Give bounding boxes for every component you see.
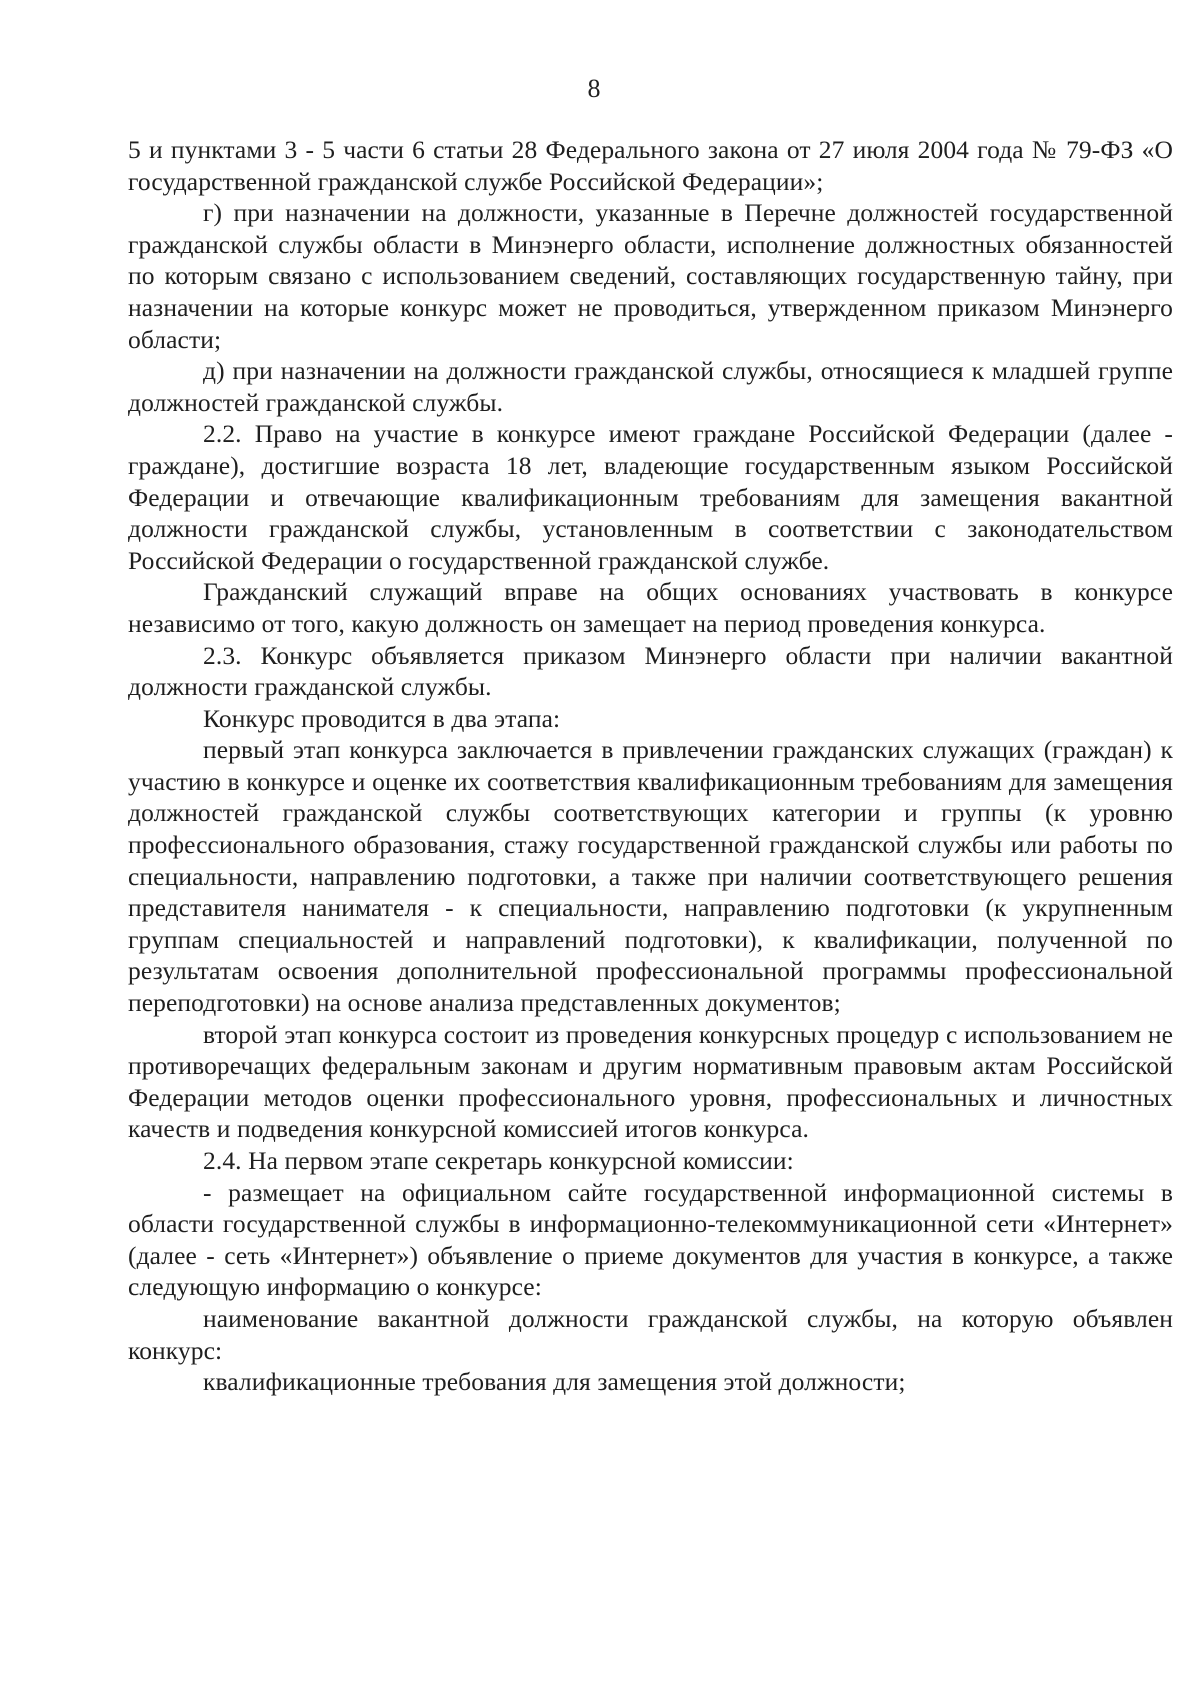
paragraph-first-stage: первый этап конкурса заключается в привлечении гражданских служащих (граждан) к участию в конкурсе и оценке их соответствия квалификационным требованиям для замещения должностей гражданской службы соответствующих категории и группы (к уровню профессионального образования, стажу государственной гражданской службы или работы по специальности, направлению подготовки, а также при наличии соответствующего решения представителя нанимателя - к специальности, направлению подготовки (к укрупненным группам специальностей и направлений подготовки), к квалификации, полученной по результатам освоения дополнительной профессиональной программы профессиональной переподготовки) на основе анализа представленных документов; (128, 735, 1173, 1018)
paragraph-continuation: 5 и пунктами 3 - 5 части 6 статьи 28 Федерального закона от 27 июля 2004 года № 79-ФЗ «О государственной гражданской службе Российской Федерации»; (128, 135, 1173, 196)
paragraph-item-g: г) при назначении на должности, указанные в Перечне должностей государственной гражданской службы области в Минэнерго области, исполнение должностных обязанностей по которым связано с использованием сведений, составляющих государственную тайну, при назначении на которые конкурс может не проводиться, утвержденном приказом Минэнерго области; (128, 198, 1173, 354)
paragraph-2-3: 2.3. Конкурс объявляется приказом Минэнерго области при наличии вакантной должности гражданской службы. (128, 640, 1173, 702)
paragraph-second-stage: второй этап конкурса состоит из проведения конкурсных процедур с использованием не противоречащих федеральным законам и другим нормативным правовым актам Российской Федерации методов оценки профессионального уровня, профессиональных и личностных качеств и подведения конкурсной комиссией итогов конкурса. (128, 1019, 1173, 1144)
paragraph-item-d: д) при назначении на должности гражданской службы, относящиеся к младшей группе должностей гражданской службы. (128, 356, 1173, 417)
paragraph-2-2: 2.2. Право на участие в конкурсе имеют граждане Российской Федерации (далее - граждане), достигшие возраста 18 лет, владеющие государственным языком Российской Федерации и отвечающие квалификационным требованиям для замещения вакантной должности гражданской службы, установленным в соответствии с законодательством Российской Федерации о государственной гражданской службе. (128, 419, 1173, 575)
paragraph-civil-servant: Гражданский служащий вправе на общих основаниях участвовать в конкурсе независимо от того, какую должность он замещает на период проведения конкурса. (128, 577, 1173, 638)
document-body (128, 134, 1173, 1398)
paragraph-position-name: наименование вакантной должности гражданской службы, на которую объявлен конкурс: (128, 1303, 1173, 1365)
paragraph-2-4: 2.4. На первом этапе секретарь конкурсной комиссии: (203, 1146, 794, 1175)
paragraph-qualification: квалификационные требования для замещения этой должности; (203, 1367, 906, 1397)
paragraph-publishes: - размещает на официальном сайте государственной информационной системы в области государственной службы в информационно-телекоммуникационной сети «Интернет» (далее - сеть «Интернет») объявление о приеме документов для участия в конкурсе, а также следующую информацию о конкурсе: (128, 1177, 1173, 1302)
page-number: 8 (587, 74, 601, 103)
paragraph-two-stages: Конкурс проводится в два этапа: (203, 703, 561, 733)
